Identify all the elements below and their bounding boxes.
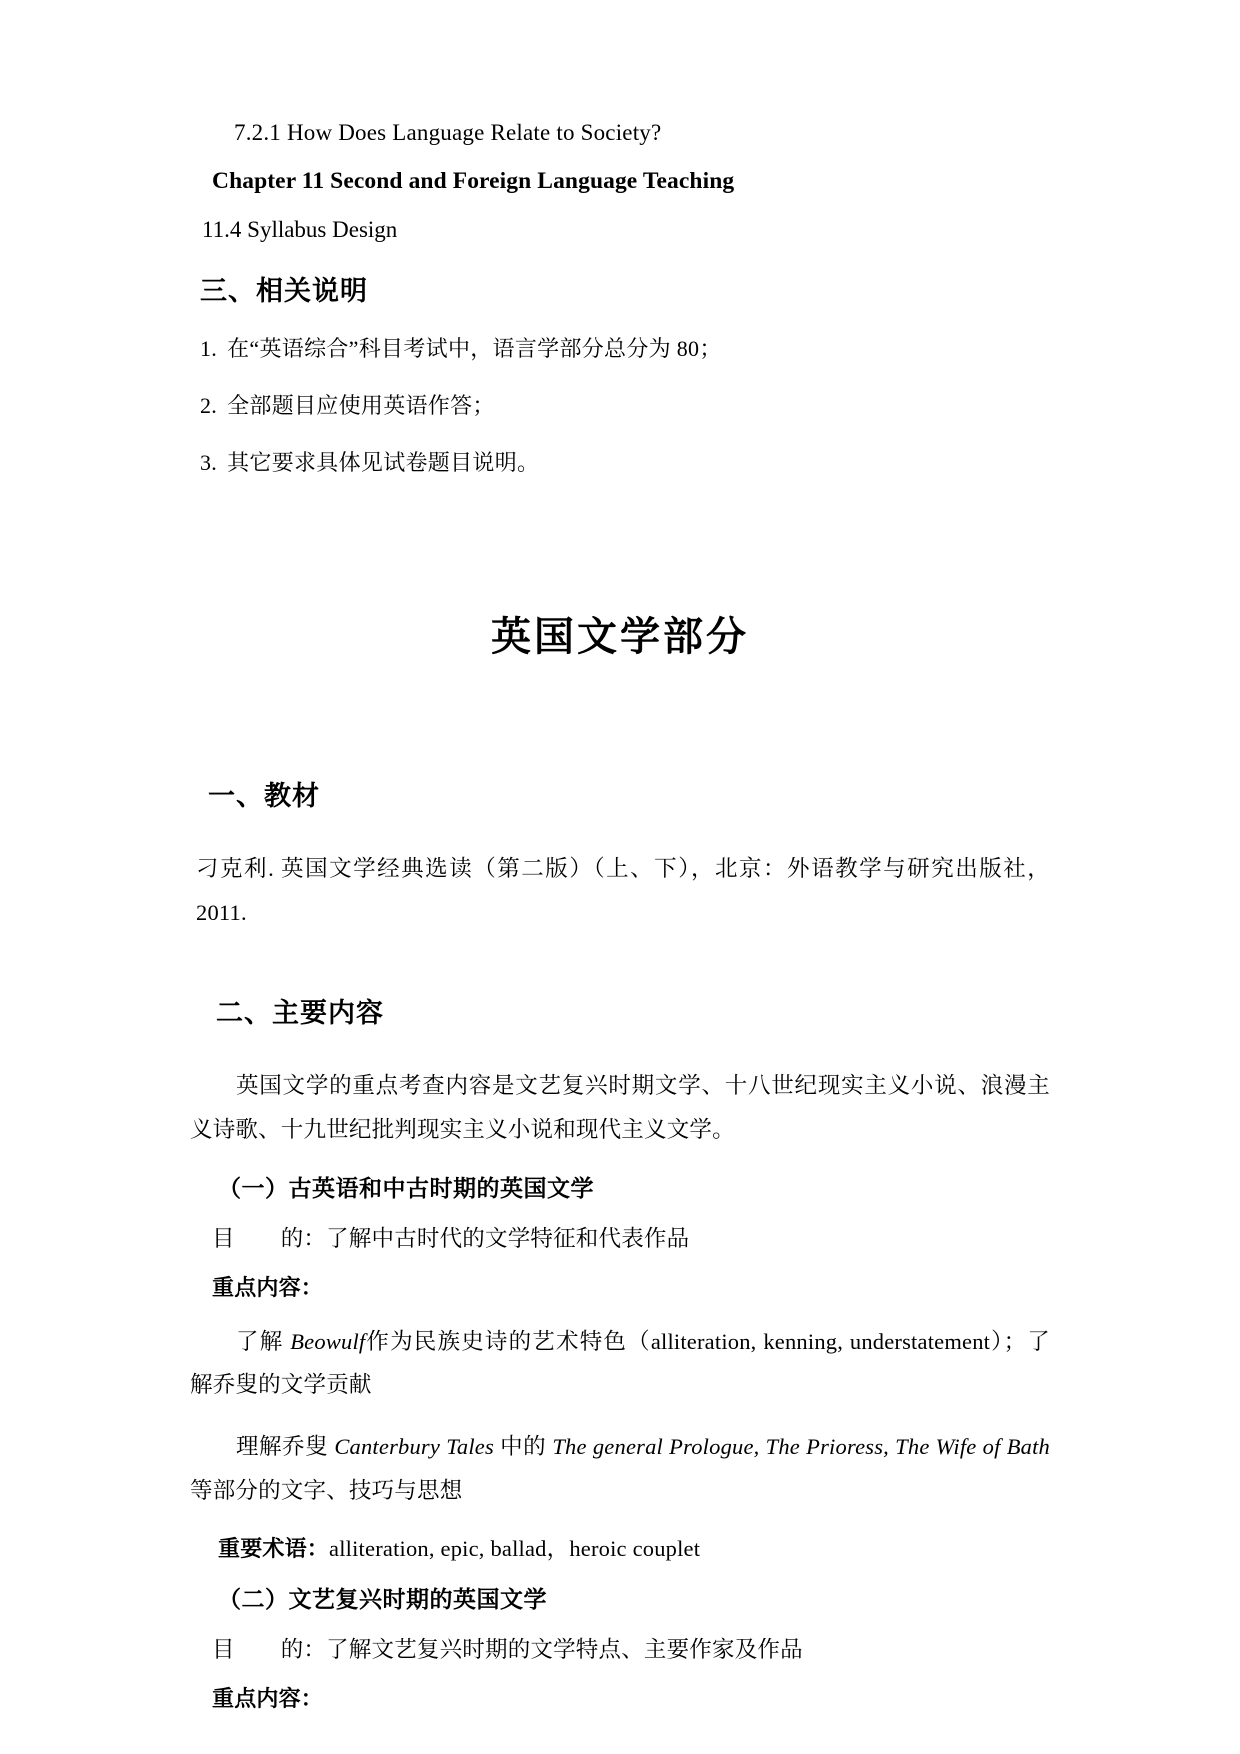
key-point-2-pre: 理解乔叟 [236,1434,335,1460]
spacer-after-content-heading [190,1030,1050,1064]
subsection-2-purpose [212,1632,1050,1664]
key-point-1-pre: 了解 [236,1328,291,1354]
toc-item-11-4: 11.4 Syllabus Design [202,217,398,242]
content-section-heading: 二、主要内容 [216,997,384,1029]
subsection-1-key-label: 重点内容： [212,1275,324,1301]
key-point-2-italic-titles: The general Prologue, The Prioress, The Wife of Bath [552,1434,1050,1460]
key-point-1-italic-beowulf: Beowulf [290,1328,366,1354]
subsection-1-title: （一）古英语和中古时期的英国文学 [218,1175,594,1202]
purpose-label: 目 [212,1225,235,1251]
subsection-2-key-label: 重点内容： [212,1687,324,1712]
subsection-1-purpose [212,1221,1050,1253]
textbook-citation: 刁克利. 英国文学经典选读（第二版）（上、下），北京：外语教学与研究出版社，2011. [196,856,1050,925]
spacer-key-point-2 [190,1513,1050,1531]
subsection-1-key-point-1 [190,1320,1050,1408]
key-point-2-italic-canterbury: Canterbury Tales [334,1434,494,1460]
spacer-sub2-title [190,1614,1050,1632]
spacer-purpose-1 [190,1253,1050,1271]
purpose-label-colon-2: 的： [280,1637,327,1662]
note-item-1-number: 1. [200,336,218,361]
spacer-key-point-1 [190,1407,1050,1425]
page-title: 英国文学部分 [491,614,749,660]
key-point-1-post: 作为民族史诗的艺术特色（alliteration, kenning, understatement）；了解乔叟的文学贡献 [190,1328,1050,1398]
key-point-2-mid: 中的 [493,1434,553,1460]
terms-label: 重要术语： [218,1537,330,1562]
spacer-sub1-title [190,1203,1050,1221]
note-item-2-number: 2. [200,393,218,418]
spacer-purpose-2 [190,1664,1050,1682]
terms-text: alliteration, epic, ballad，heroic couplet [329,1536,701,1561]
spacer-before-content-heading [190,935,1050,991]
note-item-3-text: 其它要求具体见试卷题目说明。 [227,450,540,475]
spacer-key-1 [190,1302,1050,1320]
note-item-1-text: 在“英语综合”科目考试中，语言学部分总分为 80； [227,336,722,361]
spacer-before-sub2 [190,1563,1050,1581]
note-item-3-number: 3. [200,450,218,475]
note-item-2 [200,389,1050,420]
page-content [190,120,1050,1713]
key-point-2-post: 等部分的文字、技巧与思想 [190,1478,463,1504]
purpose-text: 了解中古时代的文学特征和代表作品 [326,1225,690,1251]
toc-item-7-2-1: 7.2.1 How Does Language Relate to Society? [234,120,662,145]
notes-section-heading: 三、相关说明 [200,276,368,307]
content-overview: 英国文学的重点考查内容是文艺复兴时期文学、十八世纪现实主义小说、浪漫主义诗歌、十九世纪批判现实主义小说和现代主义文学。 [190,1072,1050,1142]
subsection-1-terms [218,1531,1050,1563]
note-item-1 [200,332,1050,363]
note-item-3 [200,446,1050,477]
note-item-2-text: 全部题目应使用英语作答； [227,393,495,418]
spacer-before-sub1 [190,1152,1050,1170]
purpose-text-2: 了解文艺复兴时期的文学特点、主要作家及作品 [326,1637,803,1662]
purpose-label-2: 目 [212,1637,235,1662]
subsection-1-key-point-2 [190,1425,1050,1513]
textbook-section-heading: 一、教材 [208,781,320,812]
spacer-after-textbook-heading [190,813,1050,847]
purpose-label-colon: 的： [280,1225,327,1251]
title-spacer [190,662,1050,774]
subsection-2-title: （二）文艺复兴时期的英国文学 [218,1587,547,1613]
toc-item-chapter-11: Chapter 11 Second and Foreign Language Teaching [212,168,735,194]
